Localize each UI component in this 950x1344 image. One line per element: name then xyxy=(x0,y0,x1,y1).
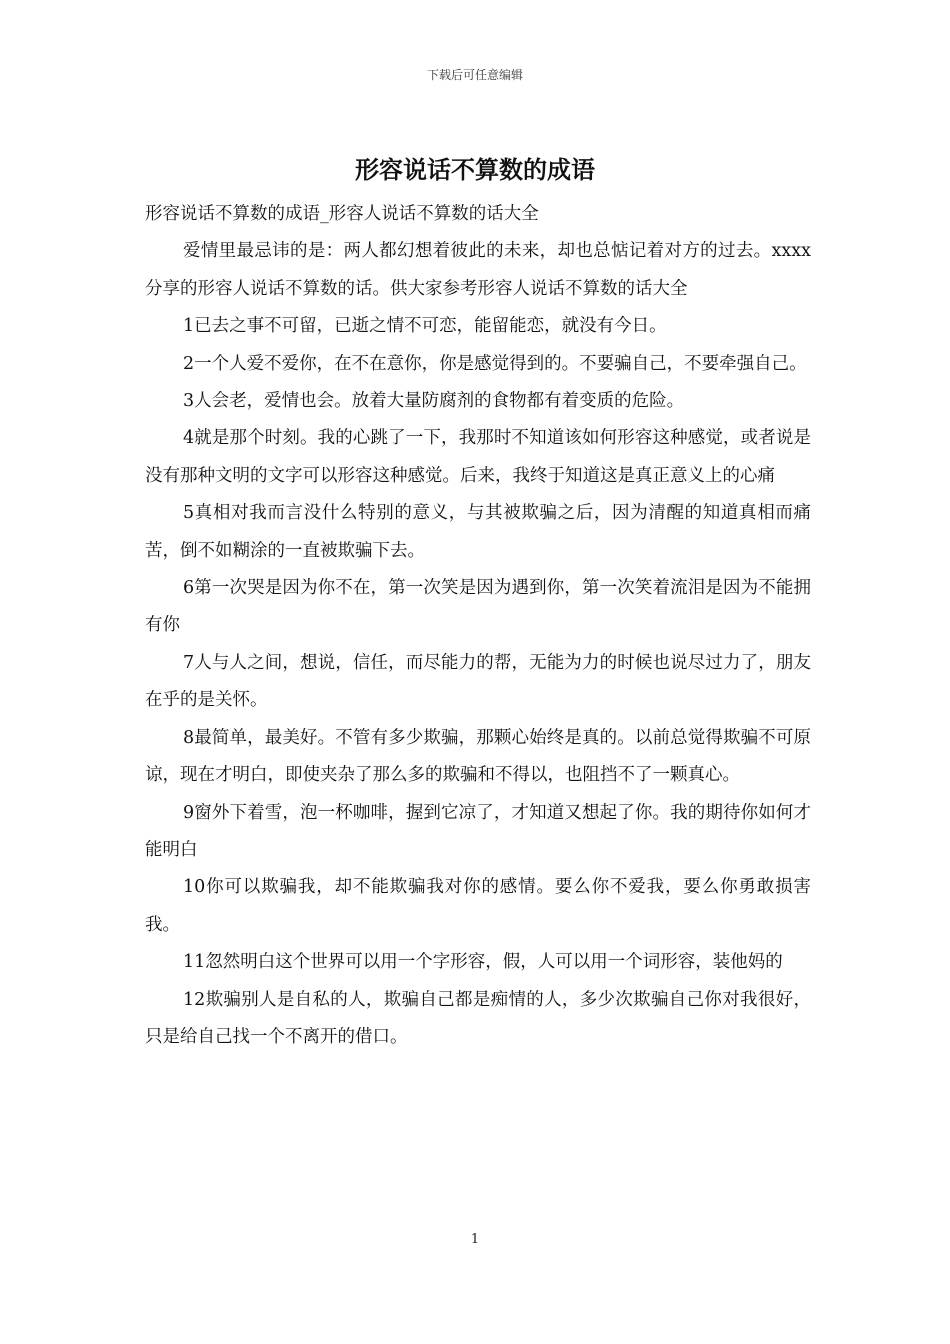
list-item: 11忽然明白这个世界可以用一个字形容，假，人可以用一个词形容，装他妈的 xyxy=(183,952,783,973)
document-body xyxy=(145,196,811,1056)
list-item: 2一个人爱不爱你，在不在意你，你是感觉得到的。不要骗自己，不要牵强自己。 xyxy=(183,353,807,374)
list-item: 5真相对我而言没什么特别的意义，与其被欺骗之后，因为清醒的知道真相而痛苦，倒不如糊涂的一直被欺骗下去。 xyxy=(145,503,811,561)
list-item: 8最简单，最美好。不管有多少欺骗，那颗心始终是真的。以前总觉得欺骗不可原谅，现在才明白，即使夹杂了那么多的欺骗和不得以，也阻挡不了一颗真心。 xyxy=(145,727,811,786)
list-item: 9窗外下着雪，泡一杯咖啡，握到它凉了，才知道又想起了你。我的期待你如何才能明白 xyxy=(145,802,811,860)
list-item: 10你可以欺骗我，却不能欺骗我对你的感情。要么你不爱我，要么你勇敢损害我。 xyxy=(145,877,811,935)
page-number: 1 xyxy=(470,1232,480,1247)
list-item: 6第一次哭是因为你不在，第一次笑是因为遇到你，第一次笑着流泪是因为不能拥有你 xyxy=(145,578,811,636)
list-item: 4就是那个时刻。我的心跳了一下，我那时不知道该如何形容这种感觉，或者说是没有那种文明的文字可以形容这种感觉。后来，我终于知道这是真正意义上的心痛 xyxy=(145,428,811,486)
document-subtitle: 形容说话不算数的成语_形容人说话不算数的话大全 xyxy=(145,204,539,224)
intro-paragraph: 爱情里最忌讳的是：两人都幻想着彼此的未来，却也总惦记着对方的过去。xxxx分享的形容人说话不算数的话。供大家参考形容人说话不算数的话大全 xyxy=(145,241,811,299)
header-note: 下载后可任意编辑 xyxy=(426,68,523,82)
list-item: 7人与人之间，想说，信任，而尽能力的帮，无能为力的时候也说尽过力了，朋友在乎的是关怀。 xyxy=(145,652,811,711)
list-item: 3人会老，爱情也会。放着大量防腐剂的食物都有着变质的危险。 xyxy=(183,391,685,412)
document-title: 形容说话不算数的成语 xyxy=(355,155,595,184)
list-item: 1已去之事不可留，已逝之情不可恋，能留能恋，就没有今日。 xyxy=(183,316,667,337)
list-item: 12欺骗别人是自私的人，欺骗自己都是痴情的人，多少次欺骗自己你对我很好，只是给自己找一个不离开的借口。 xyxy=(145,989,811,1047)
